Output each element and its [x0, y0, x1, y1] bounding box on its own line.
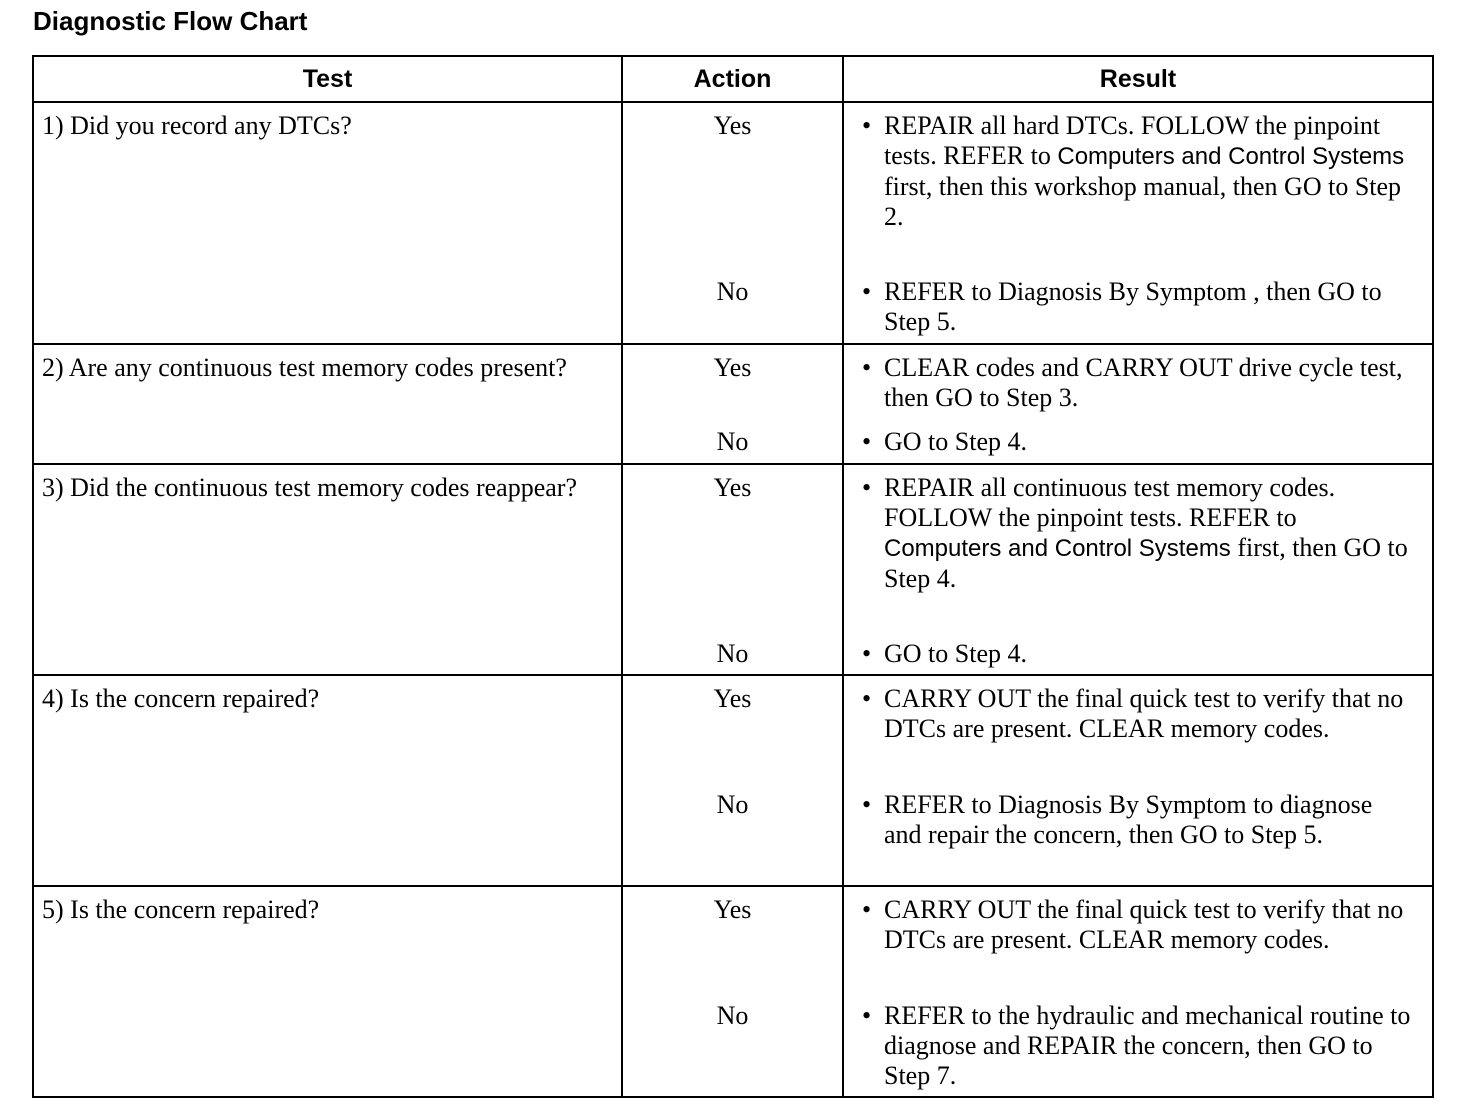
bullet: •: [862, 427, 872, 456]
result-text: GO to Step 4.: [884, 427, 1027, 456]
bullet: •: [862, 639, 872, 668]
result-text: first, then this workshop manual, then GO to Step 2.: [884, 172, 1402, 231]
bullet: •: [862, 111, 872, 140]
bullet: •: [862, 353, 872, 382]
table-row: [33, 675, 1433, 886]
action-cell: [622, 675, 843, 886]
header-result: Result: [843, 56, 1433, 102]
bullet: •: [862, 895, 872, 924]
result-yes: [862, 111, 1414, 277]
header-test: Test: [33, 56, 622, 102]
table-row: [33, 102, 1433, 344]
bullet: •: [862, 684, 872, 713]
action-cell: [622, 102, 843, 344]
action-yes: Yes: [713, 684, 752, 713]
action-no: No: [716, 790, 749, 819]
header-action: Action: [622, 56, 843, 102]
page-title: Diagnostic Flow Chart: [33, 6, 308, 36]
bullet: •: [862, 277, 872, 306]
result-text: CLEAR codes and CARRY OUT drive cycle test, then GO to Step 3.: [884, 353, 1403, 412]
result-no: [862, 790, 1414, 850]
action-cell: [622, 344, 843, 464]
test-cell: 5) Is the concern repaired?: [33, 886, 622, 1097]
test-cell: 3) Did the continuous test memory codes reappear?: [33, 464, 622, 675]
result-text: REFER to the hydraulic and mechanical routine to diagnose and REPAIR the concern, then GO to Step 7.: [884, 1001, 1411, 1090]
manual-reference: Computers and Control Systems: [1057, 143, 1405, 170]
action-no: No: [716, 277, 749, 306]
result-cell: [843, 886, 1433, 1097]
test-cell: 2) Are any continuous test memory codes present?: [33, 344, 622, 464]
action-yes: Yes: [713, 353, 752, 382]
result-yes: [862, 473, 1414, 639]
manual-reference: Computers and Control Systems: [884, 535, 1231, 562]
table-row: [33, 886, 1433, 1097]
result-text: REPAIR all hard DTCs. FOLLOW the pinpoint tests. REFER to: [884, 111, 1381, 170]
result-no: [862, 639, 1414, 669]
test-cell: 4) Is the concern repaired?: [33, 675, 622, 886]
result-text: REFER to Diagnosis By Symptom , then GO to Step 5.: [884, 277, 1382, 336]
table-row: [33, 464, 1433, 675]
table-header-row: [33, 56, 1433, 102]
table-row: [33, 344, 1433, 464]
result-cell: [843, 464, 1433, 675]
result-no: [862, 1001, 1414, 1091]
action-cell: [622, 464, 843, 675]
result-cell: [843, 675, 1433, 886]
result-text: CARRY OUT the final quick test to verify that no DTCs are present. CLEAR memory codes.: [884, 895, 1404, 954]
result-yes: [862, 895, 1414, 1001]
result-cell: [843, 344, 1433, 464]
result-no: [862, 427, 1414, 457]
action-cell: [622, 886, 843, 1097]
bullet: •: [862, 1001, 872, 1030]
result-text: REFER to Diagnosis By Symptom to diagnose and repair the concern, then GO to Step 5.: [884, 790, 1373, 849]
result-text: first, then GO to Step 4.: [884, 533, 1408, 593]
action-no: No: [716, 427, 749, 456]
test-cell: 1) Did you record any DTCs?: [33, 102, 622, 344]
result-text: CARRY OUT the final quick test to verify that no DTCs are present. CLEAR memory codes.: [884, 684, 1404, 743]
action-yes: Yes: [713, 895, 752, 924]
result-text: GO to Step 4.: [884, 639, 1027, 668]
bullet: •: [862, 790, 872, 819]
action-yes: Yes: [713, 111, 752, 140]
result-yes: [862, 684, 1414, 790]
result-cell: [843, 102, 1433, 344]
action-no: No: [716, 639, 749, 668]
action-no: No: [716, 1001, 749, 1030]
diagnostic-flow-table: [32, 55, 1434, 1098]
result-text: REPAIR all continuous test memory codes. FOLLOW the pinpoint tests. REFER to: [884, 473, 1336, 532]
action-yes: Yes: [713, 473, 752, 502]
result-no: [862, 277, 1414, 337]
bullet: •: [862, 473, 872, 502]
result-yes: [862, 353, 1414, 427]
